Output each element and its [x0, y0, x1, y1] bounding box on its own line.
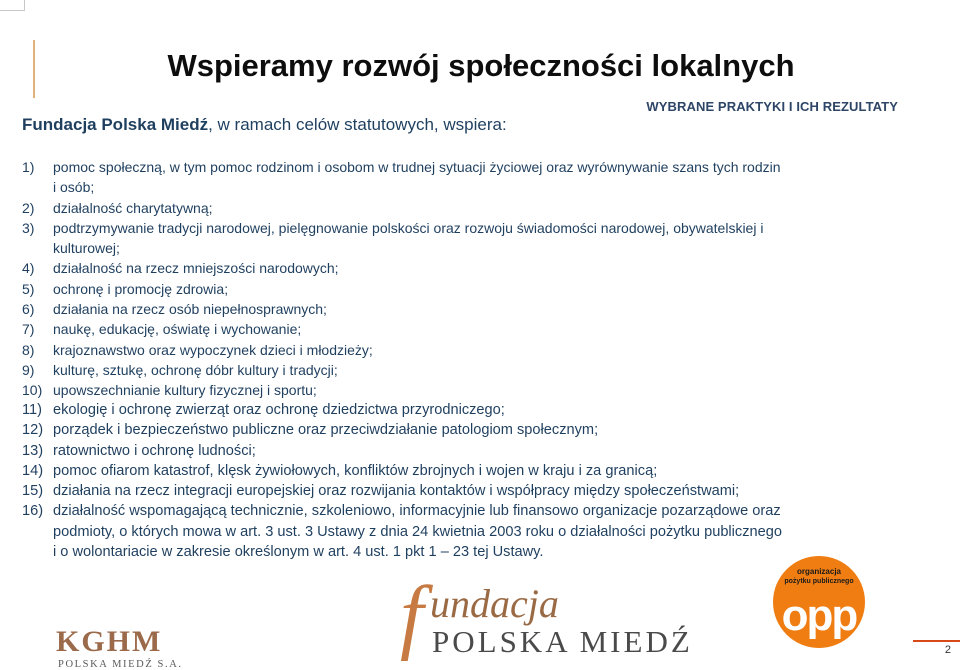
- kghm-logo-subtitle: POLSKA MIEDŹ S.A.: [58, 659, 183, 670]
- list-item-text: upowszechnianie kultury fizycznej i sportu;: [53, 382, 317, 399]
- list-item-number: 14): [22, 462, 44, 479]
- list-item-text: ekologię i ochronę zwierząt oraz ochronę dziedzictwa przyrodniczego;: [53, 402, 505, 418]
- lead-rest: , w ramach celów statutowych, wspiera:: [208, 115, 507, 134]
- opp-logo-line1: organizacja: [796, 567, 842, 576]
- page-number-box: [913, 640, 960, 660]
- fundacja-logo-f: f: [400, 569, 424, 662]
- list-item: [22, 501, 782, 562]
- list-item: [22, 279, 782, 299]
- list-item: [22, 461, 782, 481]
- fundacja-logo-script: undacja: [430, 581, 559, 626]
- statutory-goals-list-part1: [22, 157, 782, 401]
- opp-logo: [770, 552, 868, 662]
- list-item-text: działania na rzecz integracji europejskiej oraz rozwijania kontaktów i współpracy między społeczeństwami;: [53, 483, 740, 500]
- fundacja-polska-miedz-logo: [400, 569, 740, 666]
- list-item-text: ochronę i promocję zdrowia;: [53, 280, 229, 297]
- list-item-number: 3): [22, 219, 35, 236]
- list-item: [22, 420, 782, 440]
- list-item: [22, 340, 782, 360]
- list-item-text: kulturę, sztukę, ochronę dóbr kultury i tradycji;: [53, 361, 338, 378]
- list-item-number: 9): [22, 361, 35, 378]
- list-item-text: pomoc społeczną, w tym pomoc rodzinom i osobom w trudnej sytuacji życiowej oraz wyrównywanie szans tych rodzin i osób;: [53, 159, 781, 196]
- list-item-text: podtrzymywanie tradycji narodowej, pielęgnowanie polskości oraz rozwoju świadomości narodowej, obywatelskiej i kulturowej;: [53, 219, 764, 257]
- lead-organization: Fundacja Polska Miedź: [22, 115, 209, 134]
- list-item-number: 15): [22, 483, 44, 500]
- statutory-goals-list-part2: [22, 400, 782, 562]
- list-item: [22, 481, 782, 501]
- list-item-text: działalność charytatywną;: [53, 199, 213, 216]
- lead-text: [22, 115, 507, 135]
- list-item: [22, 380, 782, 400]
- list-item-text: działalność wspomagającą technicznie, szkoleniowo, informacyjnie lub finansowo organizacje pozarządowe oraz podmioty, o których mowa w art. 3 ust. 3 Ustawy z dnia 24 kwietnia 2003 roku o działalności pożytku publicznego i o wolontariacie w zakresie określonym w art. 4 ust. 1 pkt 1 – 23 tej Ustawy.: [53, 503, 782, 561]
- list-item-number: 7): [22, 321, 35, 338]
- list-item-text: krajoznawstwo oraz wypoczynek dzieci i młodzieży;: [53, 341, 373, 358]
- list-item-number: 1): [22, 159, 35, 175]
- list-item-text: działania na rzecz osób niepełnosprawnych;: [53, 301, 327, 318]
- list-item-number: 5): [22, 280, 35, 297]
- corner-decoration: [0, 0, 25, 11]
- list-item-number: 13): [22, 442, 44, 459]
- list-item-text: pomoc ofiarom katastrof, klęsk żywiołowych, konfliktów zbrojnych i wojen w kraju i za granicą;: [53, 462, 658, 479]
- list-item: [22, 258, 782, 278]
- list-item-number: 10): [22, 382, 43, 399]
- opp-logo-line2: pożytku publicznego: [784, 578, 854, 585]
- list-item-number: 12): [22, 422, 44, 439]
- section-tag: WYBRANE PRAKTYKI I ICH REZULTATY: [646, 99, 898, 114]
- list-item-number: 6): [22, 301, 35, 318]
- list-item: [22, 319, 782, 339]
- list-item: [22, 441, 782, 461]
- list-item-number: 11): [22, 402, 43, 418]
- list-item: [22, 157, 782, 198]
- fundacja-logo-name: POLSKA MIEDŹ: [432, 624, 693, 659]
- list-item-number: 2): [22, 199, 35, 216]
- list-item-text: ratownictwo i ochronę ludności;: [53, 442, 256, 459]
- list-item: [22, 198, 782, 218]
- list-item-text: porządek i bezpieczeństwo publiczne oraz przeciwdziałanie patologiom społecznym;: [53, 422, 599, 439]
- list-item-text: działalność na rzecz mniejszości narodowych;: [53, 260, 339, 277]
- list-item-number: 4): [22, 260, 35, 277]
- list-item: [22, 360, 782, 380]
- slide-title: Wspieramy rozwój społeczności lokalnych: [167, 48, 795, 83]
- list-item: [22, 299, 782, 319]
- list-item-number: 8): [22, 341, 35, 358]
- list-item: [22, 218, 782, 259]
- opp-logo-text: opp: [781, 591, 857, 640]
- kghm-logo-word: KGHM: [56, 625, 163, 658]
- list-item: [22, 400, 782, 420]
- kghm-logo: [56, 625, 183, 670]
- list-item-text: naukę, edukację, oświatę i wychowanie;: [53, 321, 302, 338]
- list-item-number: 16): [22, 503, 44, 520]
- page-number: 2: [944, 644, 951, 656]
